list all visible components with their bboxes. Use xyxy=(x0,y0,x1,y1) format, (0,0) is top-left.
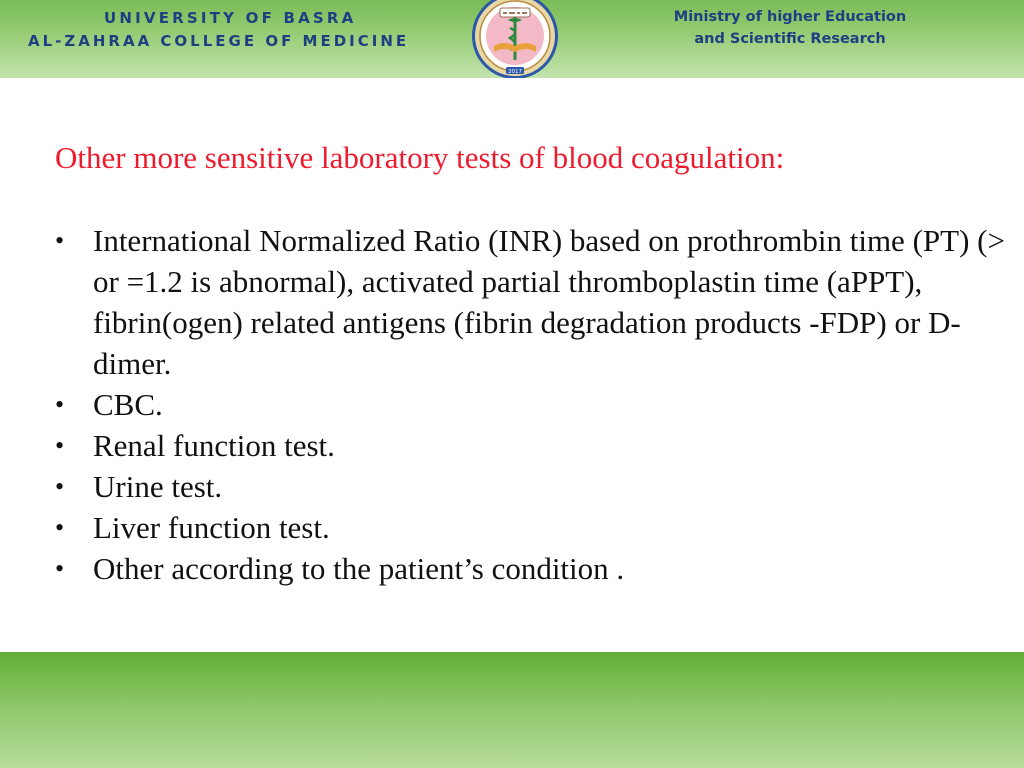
bullet-text: International Normalized Ratio (INR) based on prothrombin time (PT) (> or =1.2 is abnormal), activated partial thromboplastin time (aPPT), fibrin(ogen) related antigens (fibrin degradation products -FDP) or D-dimer. xyxy=(93,223,1005,381)
bullet-item-liver xyxy=(55,507,1005,548)
footer-banner xyxy=(0,652,1024,768)
bullet-dot: • xyxy=(55,431,65,460)
bullet-text: Liver function test. xyxy=(93,510,330,545)
bullet-dot: • xyxy=(55,226,65,255)
bullet-item-cbc xyxy=(55,384,1005,425)
bullet-list xyxy=(55,220,1005,589)
college-seal-icon xyxy=(470,0,560,78)
header-banner xyxy=(0,0,1024,78)
slide-title: Other more sensitive laboratory tests of blood coagulation: xyxy=(55,140,785,175)
college-name: AL-ZAHRAA COLLEGE OF MEDICINE xyxy=(28,32,410,50)
bullet-item-urine xyxy=(55,466,1005,507)
bullet-text: CBC. xyxy=(93,387,163,422)
bullet-text: Renal function test. xyxy=(93,428,335,463)
university-name: UNIVERSITY OF BASRA xyxy=(104,9,357,27)
bullet-item-coag-tests xyxy=(55,220,1005,384)
bullet-text: Other according to the patient’s condition . xyxy=(93,551,625,586)
ministry-name xyxy=(640,6,940,50)
logo-year: 2017 xyxy=(508,69,522,75)
ministry-line-1: Ministry of higher Education xyxy=(673,9,907,25)
bullet-dot: • xyxy=(55,390,65,419)
bullet-text: Urine test. xyxy=(93,469,223,504)
bullet-item-other xyxy=(55,548,1005,589)
bullet-item-renal xyxy=(55,425,1005,466)
bullet-dot: • xyxy=(55,513,65,542)
bullet-dot: • xyxy=(55,554,65,583)
ministry-line-2: and Scientific Research xyxy=(694,31,886,47)
bullet-dot: • xyxy=(55,472,65,501)
